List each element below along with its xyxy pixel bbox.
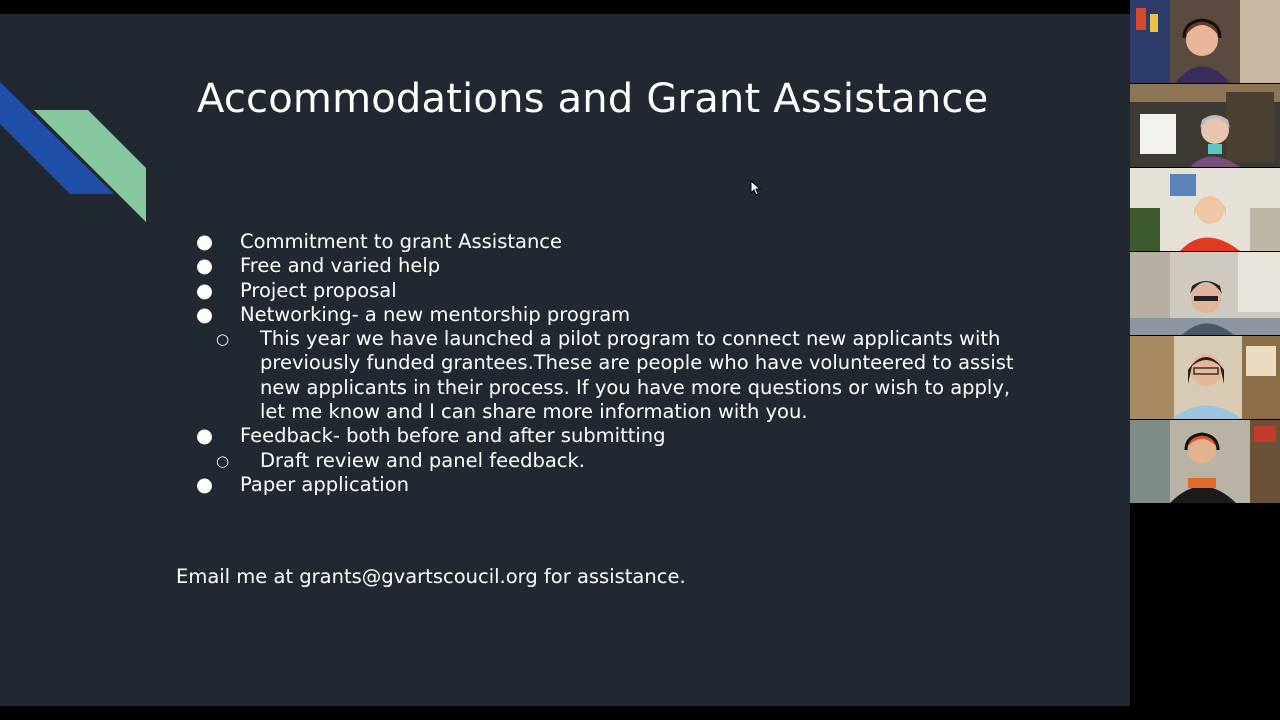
participant-video-strip (1130, 0, 1280, 506)
sub-bullet-item (196, 449, 1130, 473)
avatar (1196, 196, 1224, 224)
bullet-item (196, 230, 1130, 254)
participant-tile-1[interactable] (1130, 0, 1280, 83)
bullet-item (196, 424, 1130, 473)
slide-title: Accommodations and Grant Assistance (197, 76, 989, 122)
mouse-pointer-icon (750, 180, 762, 196)
bullet-dot-icon: ● (196, 302, 214, 326)
bullet-dot-icon: ● (196, 278, 214, 302)
bullet-dot-icon: ● (196, 424, 214, 448)
bullet-text: Paper application (240, 472, 409, 496)
hollow-bullet-icon: ○ (216, 451, 230, 470)
bullet-text: Commitment to grant Assistance (240, 230, 563, 253)
bullet-item (196, 279, 1130, 303)
hollow-bullet-icon: ○ (216, 330, 230, 349)
bullet-list (196, 230, 1130, 497)
shared-slide (0, 14, 1130, 706)
bullet-item (196, 473, 1130, 497)
bullet-text: Networking- a new mentorship program (240, 302, 631, 326)
sub-bullet-text: Draft review and panel feedback. (260, 448, 585, 472)
sub-bullet-list (196, 327, 1130, 424)
bullet-item (196, 303, 1130, 424)
bullet-dot-icon: ● (196, 230, 214, 253)
bullet-dot-icon: ● (196, 472, 214, 496)
bullet-text: Feedback- both before and after submitting (240, 424, 666, 448)
sub-bullet-item (196, 327, 1130, 424)
participant-tile-2[interactable] (1130, 84, 1280, 167)
bullet-text: Project proposal (240, 278, 397, 302)
bullet-dot-icon: ● (196, 254, 214, 278)
participant-tile-6[interactable] (1130, 420, 1280, 503)
participant-tile-5[interactable] (1130, 336, 1280, 419)
contact-email-line: Email me at grants@gvartscoucil.org for assistance. (176, 565, 686, 588)
sub-bullet-list (196, 449, 1130, 473)
participant-tile-3[interactable] (1130, 168, 1280, 251)
participant-tile-4[interactable] (1130, 252, 1280, 335)
bullet-item (196, 254, 1130, 278)
sub-bullet-text: This year we have launched a pilot program to connect new applicants with previously funded grantees.These are people who have volunteered to assist new applicants in their process. If you have more questions or wish to apply, let me know and I can share more information with you. (260, 327, 1014, 424)
bullet-text: Free and varied help (240, 254, 441, 278)
slide-decoration-graphic (0, 68, 150, 228)
